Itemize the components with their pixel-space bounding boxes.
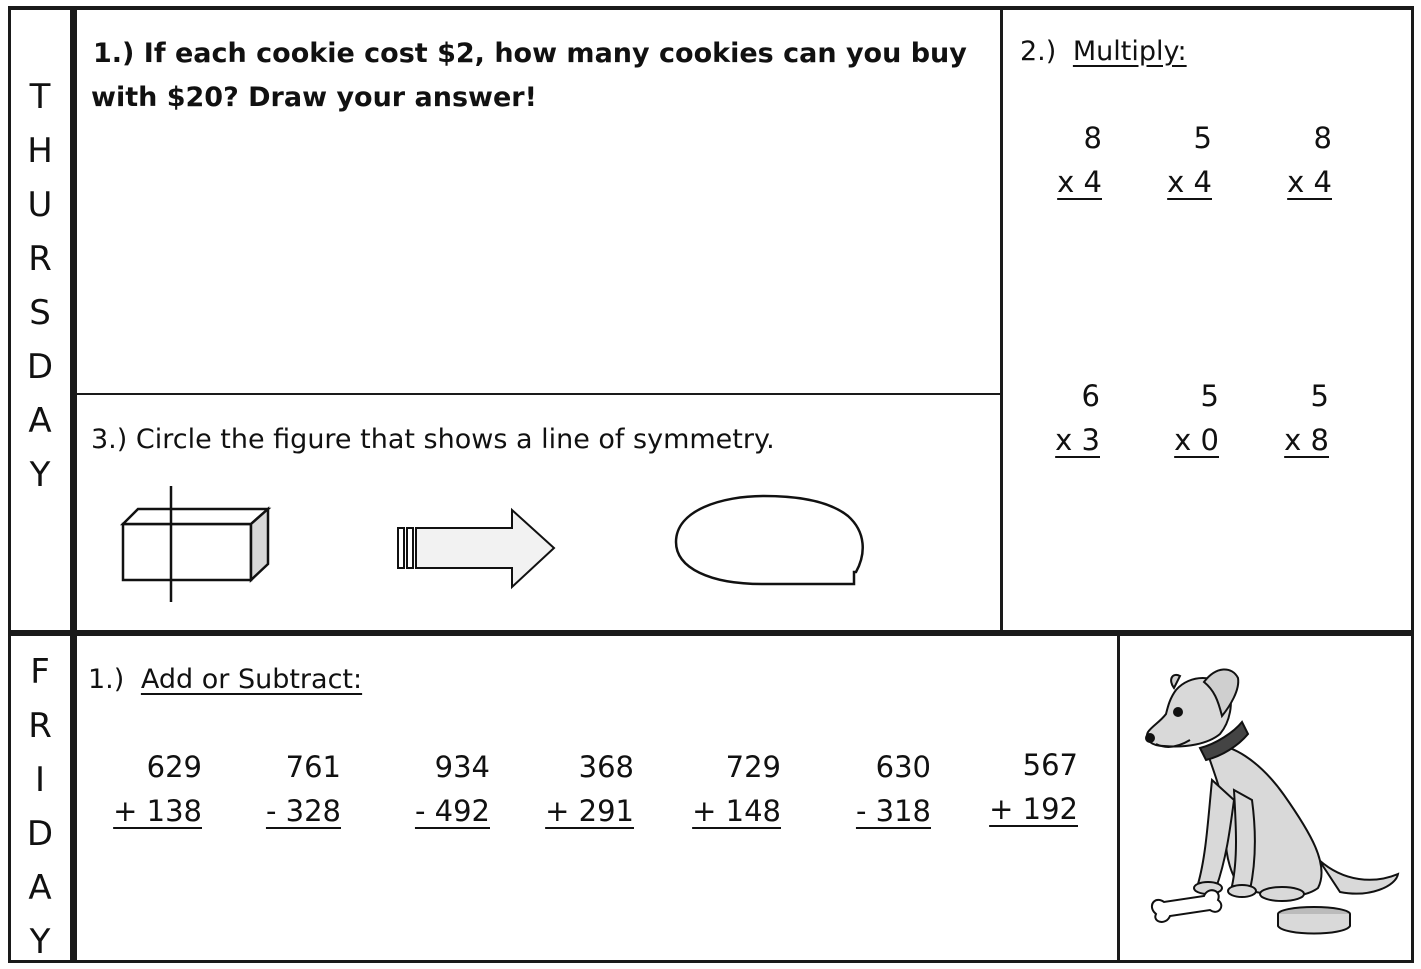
problem-bottom: x 4: [1057, 165, 1102, 199]
add-subtract-problem: [689, 745, 781, 833]
problem-bottom: + 138: [113, 794, 202, 828]
problem-top: 761: [285, 750, 341, 784]
box-figure[interactable]: [118, 484, 278, 609]
day-letter: F: [30, 652, 50, 692]
thursday-q3-text: 3.) Circle the figure that shows a line of symmetry.: [91, 424, 775, 455]
border-top: [8, 6, 1414, 10]
problem-bottom: x 4: [1167, 165, 1212, 199]
border-right: [1411, 6, 1414, 963]
problem-bottom: - 328: [265, 794, 341, 828]
problem-top: 6: [1081, 379, 1100, 413]
friday-q1-title: Add or Subtract:: [140, 664, 363, 695]
problem-bottom: - 492: [414, 794, 490, 828]
problem-top: 8: [1313, 121, 1332, 155]
q2-number: 2.): [1020, 36, 1057, 67]
add-subtract-problem: [398, 745, 490, 833]
multiply-problem: [1267, 374, 1329, 462]
day-letter: D: [26, 347, 54, 387]
problem-top: 934: [434, 750, 490, 784]
day-letter: D: [26, 814, 54, 854]
day-row-divider: [8, 630, 1414, 636]
problem-top: 5: [1200, 379, 1219, 413]
problem-top: 630: [875, 750, 931, 784]
day-letter: U: [27, 185, 53, 225]
problem-top: 368: [578, 750, 634, 784]
thursday-label: [14, 70, 66, 502]
problem-top: 5: [1310, 379, 1329, 413]
problem-top: 629: [146, 750, 202, 784]
multiply-problem: [1040, 116, 1102, 204]
day-letter: A: [28, 401, 52, 441]
problem-top: 567: [1022, 748, 1078, 782]
add-subtract-problem: [110, 745, 202, 833]
problem-bottom: x 3: [1055, 423, 1100, 457]
problem-top: 729: [725, 750, 781, 784]
problem-bottom: + 291: [545, 794, 634, 828]
thursday-q2-heading: [1020, 36, 1187, 67]
q2-title: Multiply:: [1072, 36, 1187, 67]
friday-label: [14, 645, 66, 969]
add-subtract-problem: [986, 743, 1078, 831]
add-subtract-problem: [839, 745, 931, 833]
border-left: [8, 6, 11, 963]
friday-q1-number: 1.): [88, 664, 125, 695]
thursday-q1-line2: with $20? Draw your answer!: [91, 82, 537, 113]
multiply-problem: [1270, 116, 1332, 204]
day-letter: R: [28, 706, 52, 746]
arrow-figure[interactable]: [394, 506, 559, 596]
day-letter: A: [28, 868, 52, 908]
day-letter: Y: [29, 455, 51, 495]
multiply-problem: [1150, 116, 1212, 204]
friday-vertical-divider: [1117, 634, 1120, 962]
thursday-q1-line1: 1.) If each cookie cost $2, how many cookies can you buy: [93, 38, 967, 69]
day-letter: I: [34, 760, 46, 800]
problem-bottom: + 148: [692, 794, 781, 828]
problem-bottom: + 192: [989, 792, 1078, 826]
problem-bottom: x 8: [1284, 423, 1329, 457]
problem-top: 8: [1083, 121, 1102, 155]
thursday-horizontal-divider: [77, 393, 1002, 395]
thursday-vertical-divider: [1000, 6, 1003, 632]
add-subtract-problem: [542, 745, 634, 833]
day-column-divider: [70, 6, 77, 963]
problem-bottom: x 4: [1287, 165, 1332, 199]
day-letter: R: [28, 239, 52, 279]
multiply-problem: [1157, 374, 1219, 462]
add-subtract-problem: [249, 745, 341, 833]
problem-top: 5: [1193, 121, 1212, 155]
problem-bottom: - 318: [855, 794, 931, 828]
friday-q1-heading: [88, 664, 362, 695]
multiply-problem: [1038, 374, 1100, 462]
day-letter: T: [29, 77, 51, 117]
day-letter: H: [27, 131, 53, 171]
problem-bottom: x 0: [1174, 423, 1219, 457]
oval-figure[interactable]: [670, 494, 870, 594]
dog-illustration: [1134, 660, 1404, 950]
day-letter: Y: [29, 922, 51, 962]
border-bottom: [8, 960, 1414, 963]
day-letter: S: [29, 293, 51, 333]
